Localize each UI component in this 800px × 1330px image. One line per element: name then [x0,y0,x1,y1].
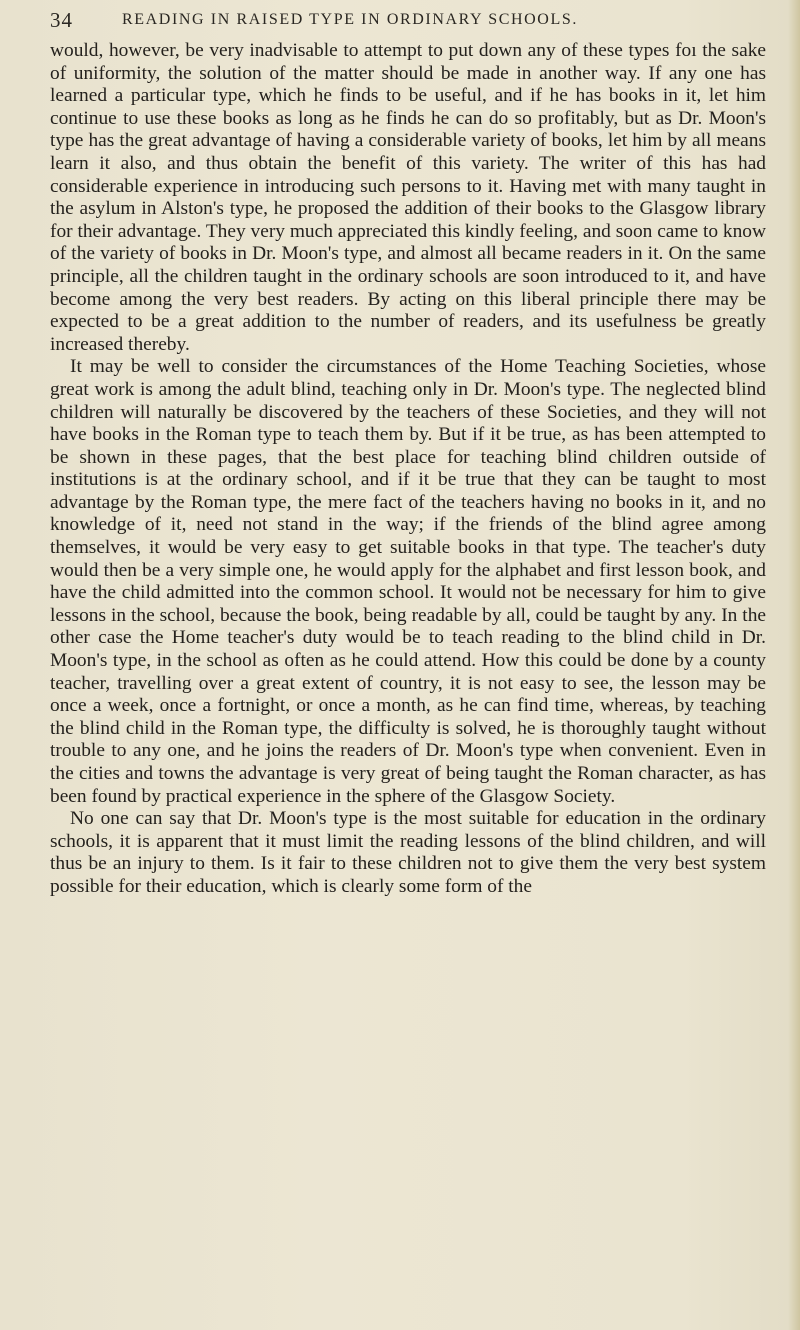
body-text [50,40,766,899]
page-edge-shadow [788,0,800,1330]
page-number: 34 [50,8,73,32]
paragraph-home-teaching: It may be well to consider the circumstances of the Home Teaching Societies, whose great work is among the adult blind, teaching only in Dr. Moon's type. The neglected blind children will naturally be discovered by the teachers of these Societies, and they will not have books in the Roman type to teach them by. But if it be true, as has been attempted to be shown in these pages, that the best place for teaching blind children outside of institutions is at the ordinary school, and if it be true that they can be taught to most advantage by the Roman type, the mere fact of the teachers having no books in it, and no knowledge of it, need not stand in the way; if the friends of the blind agree among themselves, it would be very easy to get suitable books in that type. The teacher's duty would then be a very simple one, he would apply for the alphabet and first lesson book, and have the child admitted into the common school. It would not be necessary for him to give lessons in the school, because the book, being readable by all, could be taught by any. In the other case the Home teacher's duty would be to teach reading to the blind child in Dr. Moon's type, in the school as often as he could attend. How this could be done by a county teacher, travelling over a great extent of country, it is not easy to see, the lesson may be once a week, once a fortnight, or once a month, as he can find time, whereas, by teaching the blind child in the Roman type, the difficulty is solved, he is thoroughly taught without trouble to any one, and he joins the readers of Dr. Moon's type when convenient. Even in the cities and towns the advantage is very great of being taught the Roman character, as has been found by practical experience in the sphere of the Glasgow Society. [50,356,766,807]
paragraph-continuation: would, however, be very inadvisable to attempt to put down any of these types foı the sake of uniformity, the solution of the matter should be made in another way. If any one has learned a particular type, which he finds to be useful, and if he has books in it, let him continue to use these books as long as he finds he can do so profitably, but as Dr. Moon's type has the great advantage of having a considerable variety of books, let him by all means learn it also, and thus obtain the benefit of this variety. The writer of this has had considerable experience in introducing such persons to it. Having met with many taught in the asylum in Alston's type, he proposed the addition of their books to the Glasgow library for their advantage. They very much appreciated this kindly feeling, and soon came to know of the variety of books in Dr. Moon's type, and almost all became readers in it. On the same principle, all the children taught in the ordinary schools are soon introduced to it, and have become among the very best readers. By acting on this liberal principle there may be expected to be a great addition to the number of readers, and its usefulness be greatly increased thereby. [50,40,766,355]
page-header [50,8,770,38]
running-head: READING IN RAISED TYPE IN ORDINARY SCHOOLS. [122,11,578,28]
paragraph-conclusion: No one can say that Dr. Moon's type is the most suitable for education in the ordinary schools, it is apparent that it must limit the reading lessons of the blind children, and will thus be an injury to them. Is it fair to these children not to give them the very best system possible for their education, which is clearly some form of the [50,808,766,897]
